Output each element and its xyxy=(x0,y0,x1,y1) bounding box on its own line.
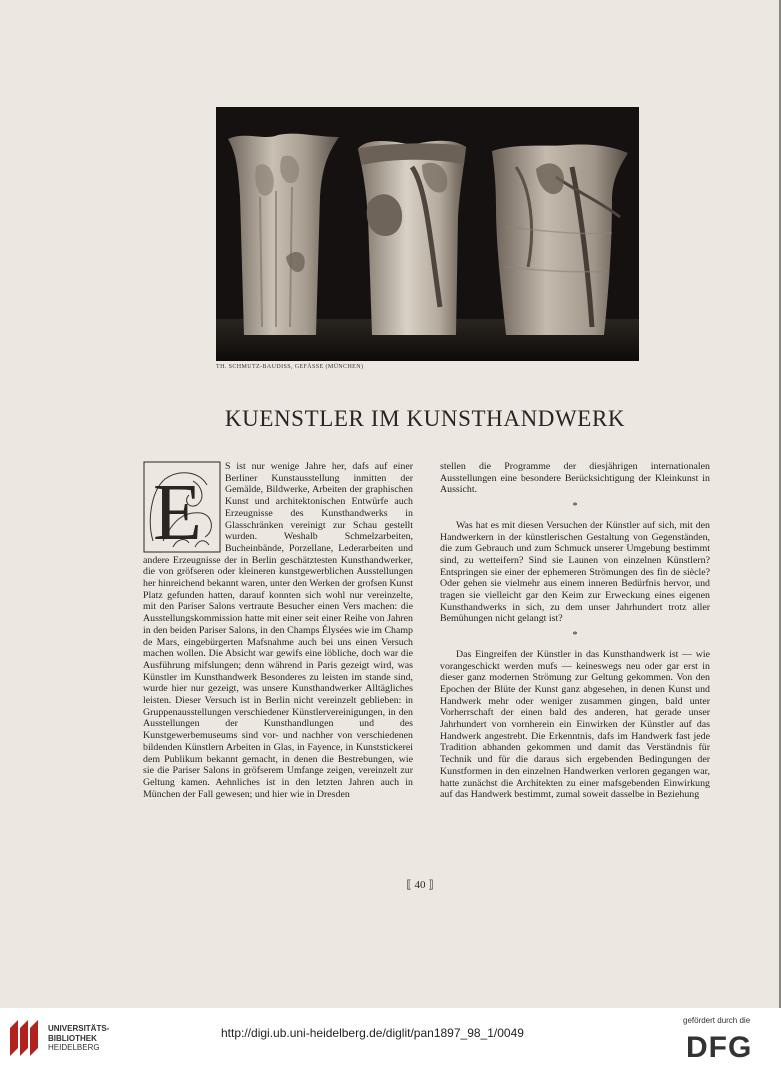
university-library-logo-icon xyxy=(8,1018,42,1058)
drop-initial-letter: E xyxy=(153,469,202,553)
section-divider-star: * xyxy=(572,501,578,513)
page-number: ⟦ 40 ⟧ xyxy=(406,879,434,891)
vase-photograph xyxy=(216,107,639,361)
section-divider-star: * xyxy=(572,630,578,642)
article-title: KUENSTLER IM KUNSTHANDWERK xyxy=(224,406,626,431)
right-column xyxy=(440,461,710,801)
dfg-logo-text: DFG xyxy=(686,1031,753,1060)
right-paragraph-2: Was hat es mit diesen Versuchen der Künstler auf sich, mit den Handwerkern in der künstlerischen Gestaltung von Gegenständen, die zum Gebrauch und zum Schmuck unserer Umgebung bestimmt sind, zu wetteifern? Sind sie Launen von einzelnen Künstlern? Entspringen sie einer der ephemeren Strömungen des fin de siècle? Oder gehen sie vielmehr aus einem inneren Bedürfnis hervor, und tragen sie vielleicht gar den Keim zur Erweckung eines eigenen Kunsthandwerks in sich, zu dem unser Jahrhundert trotz aller Bemühungen nicht gelangt ist? xyxy=(440,519,710,625)
permalink-url[interactable]: http://digi.ub.uni-heidelberg.de/diglit/pan1897_98_1/0049 xyxy=(221,1026,524,1040)
plate-caption: TH. SCHMUTZ-BAUDISS, GEFÄSSE (MÜNCHEN) xyxy=(216,364,364,370)
dfg-logo xyxy=(686,1030,772,1060)
right-paragraph-1: stellen die Programme der diesjährigen internationalen Ausstellungen eine besondere Berücksichtigung der Kleinkunst in Aussicht. xyxy=(440,461,710,496)
university-line-2: BIBLIOTHEK xyxy=(48,1033,97,1043)
left-column-paragraph: S ist nur wenige Jahre her, dafs auf einer Berliner Kunstausstellung inmitten der Gemälde, Bildwerke, Arbeiten der graphischen Kunst und architektonischen Entwürfe auch Erzeugnisse des Kunsthandwerks in Glasschränken vereinigt zur Schau gestellt wurden. Weshalb Schmelzarbeiten, Bucheinbände, Porzellane, Lederarbeiten und andere Erzeugnisse der in Berlin geschätztesten Kunsthandwerker, die von gröfseren oder kleineren kunstgewerblichen Ausstellungen her hinreichend bekannt waren, unter den Werken der grofsen Kunst Platz gefunden hatten, darauf konnten sich wohl nur vereinzelte, mit den Pariser Salons vertraute Besucher einen Vers machen: die Ausstellungskommission hatte mit einer seit einer Reihe von Jahren in den beiden Pariser Salons, in den Champs Élysées wie im Champ de Mars, eingebürgerten Mafsnahme auch bei uns einen Versuch machen wollen. Die Absicht war gewifs eine löbliche, doch war die Ausführung mifslungen; denn während in Paris gezeigt wird, was Künstler im Kunsthandwerk Besonderes zu leisten im stande sind, wurde hier nur gezeigt, was unsere Kunsthandwerker Alltägliches leisten. Dieser Versuch ist in Berlin nicht vereinzelt geblieben: in Gruppenausstellungen verschiedener Künstlervereinigungen, in den Ausstellungen der Kunsthandlungen und des Kunstgewerbemuseums sind vor- und nachher von verschiedenen bildenden Künstlern Arbeiten in Glas, in Fayence, in Kunststickerei dem Publikum bekannt gemacht, in denen die Bestrebungen, wie sie die Pariser Salons in gröfserem Umfange zeigen, vereinzelt zur Geltung kamen. Aehnliches ist in den letzten Jahren auch in München der Fall gewesen; und hier wie in Dresden xyxy=(143,461,413,800)
university-line-3: HEIDELBERG xyxy=(48,1043,100,1052)
right-paragraph-3: Das Eingreifen der Künstler in das Kunsthandwerk ist — wie vorangeschickt werden mufs — keineswegs neu oder gar erst in dieser ganz modernen Strömung zur Geltung gekommen. Von den Epochen der Blüte der Kunst ganz abgesehen, in denen Kunst und Handwerk mehr oder weniger zusammen gingen, bald unter Vorherrschaft der einen bald des anderen, hat gerade unser Jahrhundert von vornherein ein Einwirken der Künstler auf das Handwerk angestrebt. Die Erkenntnis, dafs im Handwerk fast jede Tradition abhanden gekommen und damit das Verständnis für Technik und für die daraus sich ergebenden Bedingungen der Kunstformen in den einzelnen Handwerken verloren gegangen war, hatte zunächst die Architekten zu einer mafsgebenden Einwirkung auf das Handwerk bestimmt, zumal soweit dasselbe in Beziehung xyxy=(440,648,710,801)
university-line-1: UNIVERSITÄTS- xyxy=(48,1024,110,1033)
sponsor-label: gefördert durch die xyxy=(683,1016,751,1025)
university-library-name xyxy=(48,1024,109,1053)
left-column xyxy=(143,461,413,800)
drop-cap-e-ornament xyxy=(143,461,221,553)
